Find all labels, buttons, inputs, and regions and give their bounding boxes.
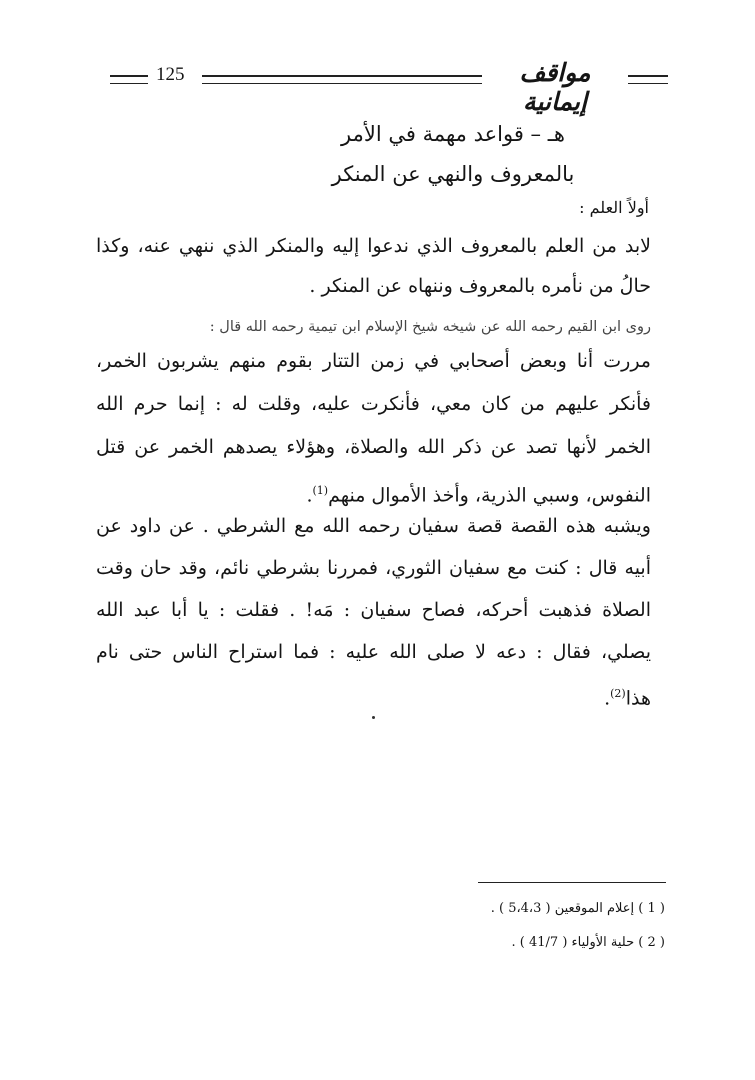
section-heading	[303, 114, 603, 194]
footnotes	[491, 892, 665, 960]
header-rule-middle	[202, 75, 482, 84]
section-heading-line-2: بالمعروف والنهي عن المنكر	[331, 162, 575, 186]
paragraph-3-text: ويشبه هذه القصة قصة سفيان رحمه الله مع الشرطي . عن داود عن أبيه قال : كنت مع سفيان الثوري، فمررنا بشرطي نائم، وقد حان وقت الصلاة فذهبت أحركه، فصاح سفيان : مَه! . فقلت : يا أبا عبد الله يصلي، فقال : دعه لا صلى الله عليه : فما استراح الناس حتى نام هذا	[96, 515, 651, 710]
faint-quote-line: روى ابن القيم رحمه الله عن شيخه شيخ الإسلام ابن تيمية رحمه الله قال :	[209, 319, 651, 335]
paragraph-1: لابد من العلم بالمعروف الذي ندعوا إليه والمنكر الذي ننهي عنه، وكذا حالُ من نأمره بالمعروف وننهاه عن المنكر .	[96, 235, 651, 297]
footnote-2: ( 2 ) حلية الأولياء ( 41/7 ) .	[511, 935, 665, 950]
footnote-ref-1[interactable]: (1)	[312, 484, 329, 497]
paragraph-3	[96, 505, 651, 719]
paragraph-2-text: مررت أنا وبعض أصحابي في زمن التتار بقوم منهم يشربون الخمر، فأنكر عليهم من كان معي، فأنكرت عليه، وقلت له : إنما حرم الله الخمر لأنها تصد عن ذكر الله والصلاة، وهؤلاء يصدهم الخمر عن قتل النفوس، وسبي الذرية، وأخذ الأموال منهم	[96, 350, 651, 507]
sub-heading: أولاً العلم :	[579, 198, 649, 217]
header-rule-left	[110, 75, 148, 84]
footnote-1: ( 1 ) إعلام الموقعين ( 5،4،3 ) .	[490, 901, 665, 916]
paragraph-2	[96, 340, 651, 517]
stray-mark	[372, 716, 375, 719]
page-number: 125	[156, 64, 185, 85]
running-title: مواقف إيمانية	[519, 58, 591, 116]
section-heading-line-1: هـ – قواعد مهمة في الأمر	[341, 122, 565, 146]
header-rule-right	[628, 75, 668, 84]
running-header	[100, 58, 670, 116]
paragraph-3-end: .	[604, 687, 611, 710]
paragraph-2-end: .	[306, 484, 313, 507]
footnote-ref-2[interactable]: (2)	[610, 687, 626, 700]
footnote-separator	[478, 882, 666, 883]
